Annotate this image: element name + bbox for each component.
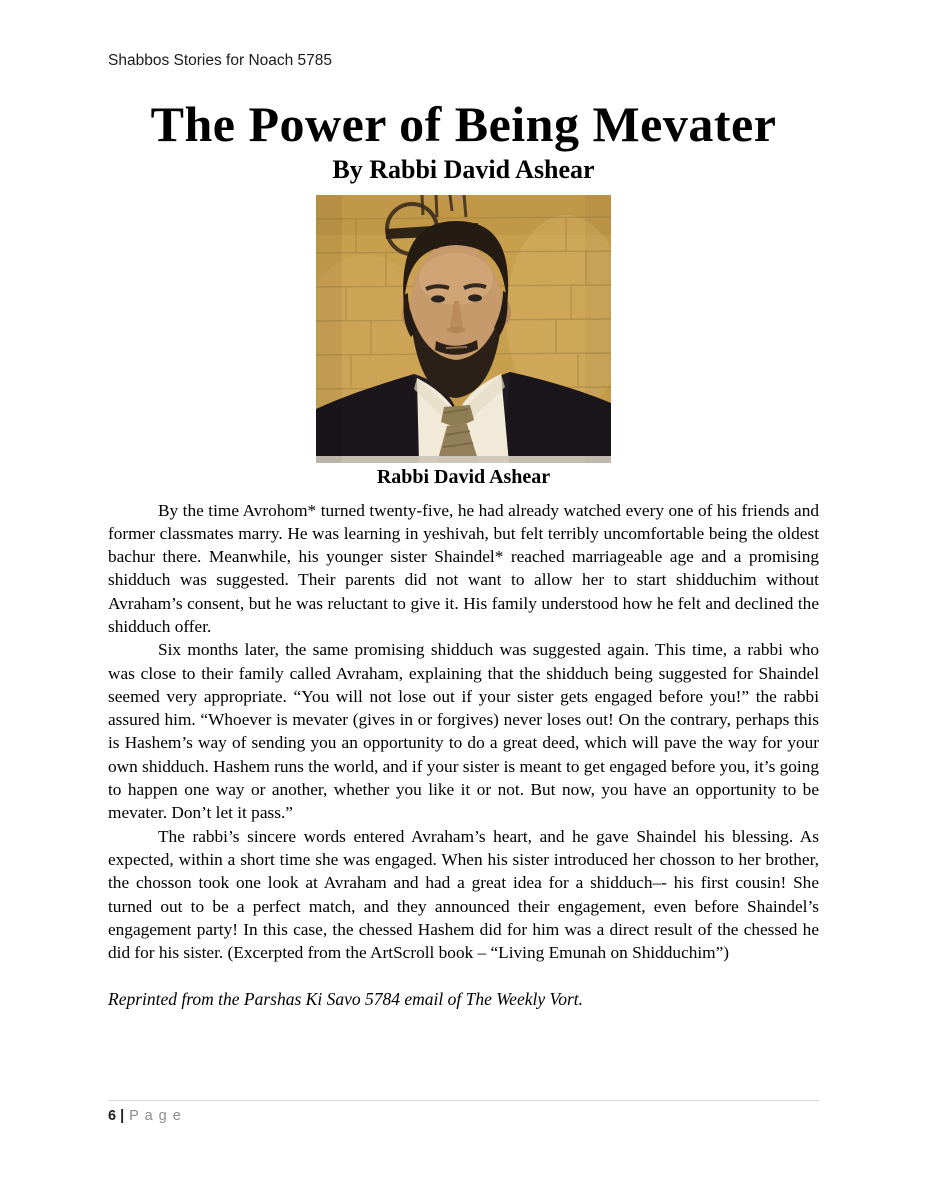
page-title: The Power of Being Mevater	[150, 96, 777, 152]
portrait-figure	[316, 195, 611, 489]
paragraph: Six months later, the same promising shidduch was suggested again. This time, a rabbi who was close to their family called Avraham, explaining that the shidduch being suggested for Shaindel seemed very appropriate. “You will not lose out if your sister gets engaged before you!” the rabbi assured him. “Whoever is mevater (gives in or forgives) never loses out! On the contrary, perhaps this is Hashem’s way of sending you an opportunity to do a great deed, which will pave the way for your own shidduch. Hashem runs the world, and if your sister is meant to get engaged before you, it’s going to happen one way or another, whether you like it or not. But now, you have an opportunity to be mevater. Don’t let it pass.”	[108, 640, 819, 823]
page-number: 6	[108, 1108, 117, 1124]
running-header: Shabbos Stories for Noach 5785	[108, 52, 333, 69]
photo-caption: Rabbi David Ashear	[376, 465, 551, 488]
footer-separator: |	[120, 1108, 125, 1124]
page-footer	[108, 1100, 819, 1124]
portrait-photo	[316, 195, 611, 463]
paragraph: By the time Avrohom* turned twenty-five, he had already watched every one of his friends and former classmates marry. He was learning in yeshivah, but felt terribly uncomfortable being the oldest bachur there. Meanwhile, his younger sister Shaindel* reached marriageable age and a promising shidduch was suggested. Their parents did not want to allow her to start shidduchim without Avraham’s consent, but he was reluctant to give it. His family understood how he felt and declined the shidduch offer.	[108, 500, 819, 636]
footer-page-label: P a g e	[129, 1108, 182, 1124]
paragraph: The rabbi’s sincere words entered Avraham’s heart, and he gave Shaindel his blessing. As expected, within a short time she was engaged. When his sister introduced her chosson to her brother, the chosson took one look at Avraham and had a great idea for a shidduch–- his first cousin! She turned out to be a perfect match, and they announced their engagement, even before Shaindel’s engagement party! In this case, the chessed Hashem did for him was a direct result of the chessed he did for his sister. (Excerpted from the ArtScroll book – “Living Emunah on Shidduchim”)	[108, 826, 819, 963]
byline: By Rabbi David Ashear	[332, 154, 595, 184]
reprint-note: Reprinted from the Parshas Ki Savo 5784 email of The Weekly Vort.	[108, 989, 584, 1010]
story-body	[108, 499, 819, 965]
